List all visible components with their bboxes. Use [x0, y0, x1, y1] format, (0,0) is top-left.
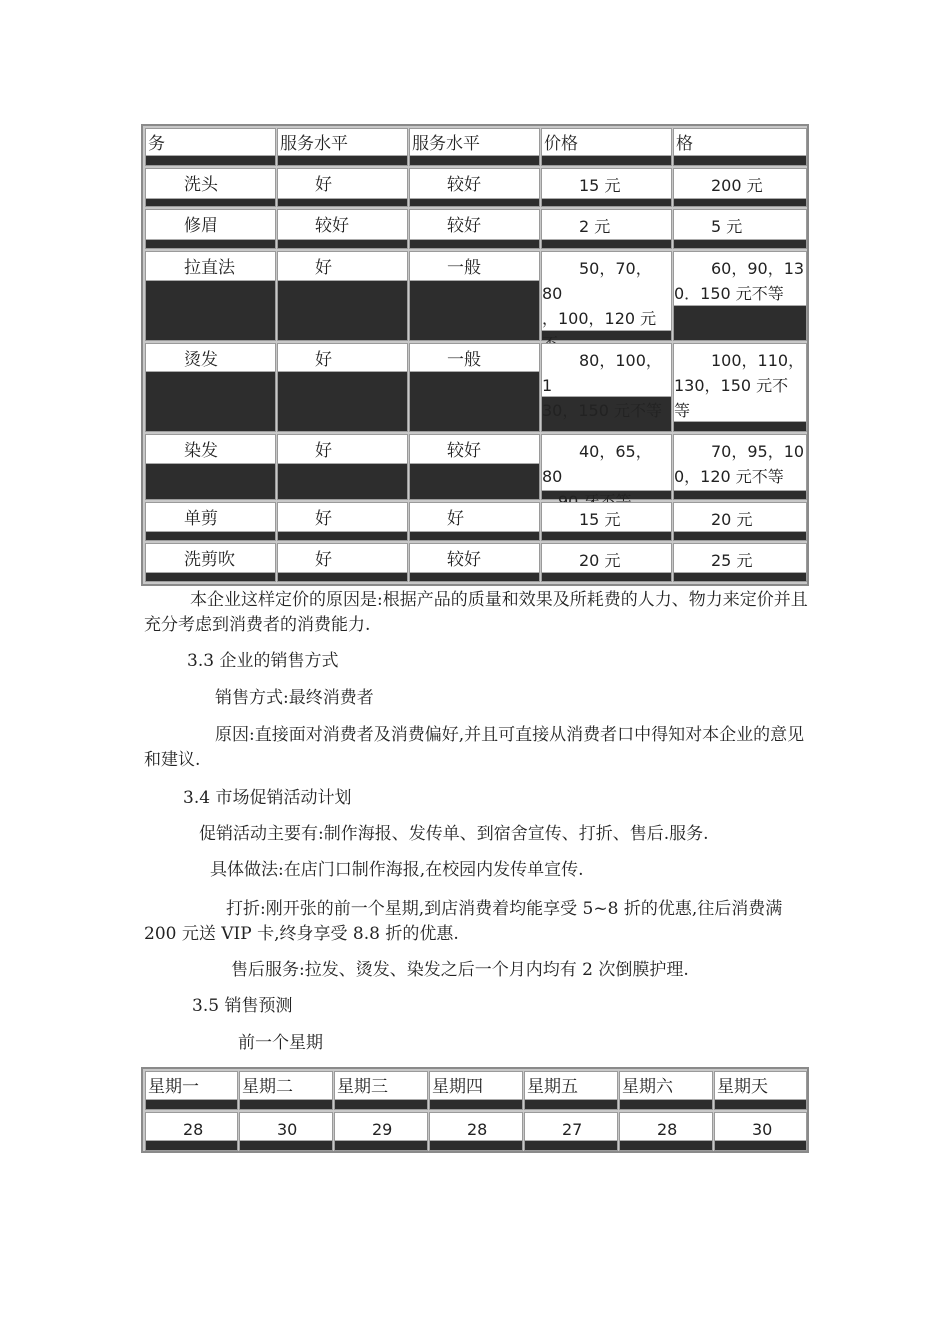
pricing-reason-paragraph: 本企业这样定价的原因是:根据产品的质量和效果及所耗费的人力、物力来定价并且充分考虑到消费者的消费能力.	[144, 590, 808, 635]
table-cell: 60，90，13 0．150 元不等	[673, 251, 807, 341]
table-cell: 80，100，1 30，150 元不等	[541, 343, 672, 432]
table-cell: 20 元	[541, 543, 672, 582]
day-header-cell: 星期六	[619, 1071, 713, 1110]
table-row	[143, 168, 807, 207]
table-cell: 好	[277, 543, 408, 582]
after-sales-text: 售后服务:拉发、烫发、染发之后一个月内均有 2 次倒膜护理.	[231, 960, 689, 980]
week-values-row	[143, 1112, 807, 1151]
section-heading-3-4: 3.4 市场促销活动计划	[183, 788, 352, 808]
sales-method-text: 销售方式:最终消费者	[215, 688, 374, 708]
table-cell: 20 元	[673, 502, 807, 541]
promo-method-text: 具体做法:在店门口制作海报,在校园内发传单宣传.	[210, 860, 584, 880]
day-header-cell: 星期天	[714, 1071, 807, 1110]
day-value-cell: 28	[145, 1112, 238, 1151]
table-cell: 洗剪吹	[145, 543, 276, 582]
table-cell: 5 元	[673, 209, 807, 249]
table-cell: 好	[277, 434, 408, 500]
table-cell: 25 元	[673, 543, 807, 582]
table-cell: 好	[277, 502, 408, 541]
table-cell: 修眉	[145, 209, 276, 249]
table-cell: 70，95，10 0，120 元不等	[673, 434, 807, 500]
table-cell: 单剪	[145, 502, 276, 541]
header-cell: 价格	[541, 128, 672, 166]
table-cell: 好	[277, 251, 408, 341]
table-cell: 较好	[409, 209, 540, 249]
price-table-header-row	[143, 128, 807, 166]
table-cell: 烫发	[145, 343, 276, 432]
table-cell: 一般	[409, 251, 540, 341]
discount-paragraph: 打折:刚开张的前一个星期,到店消费着均能享受 5~8 折的优惠,往后消费满 200 元送 VIP 卡,终身享受 8.8 折的优惠.	[144, 899, 783, 944]
header-cell: 服务水平	[409, 128, 540, 166]
table-row	[143, 502, 807, 541]
day-value-cell: 28	[429, 1112, 523, 1151]
header-cell: 服务水平	[277, 128, 408, 166]
table-row	[143, 343, 807, 432]
day-value-cell: 27	[524, 1112, 618, 1151]
table-cell: 40，65，80	[541, 434, 672, 500]
day-value-cell: 28	[619, 1112, 713, 1151]
day-header-cell: 星期三	[334, 1071, 428, 1110]
table-cell: 15 元	[541, 502, 672, 541]
table-cell: 较好	[409, 543, 540, 582]
table-cell: 100，110， 130，150 元不 等	[673, 343, 807, 432]
table-cell: 15 元	[541, 168, 672, 207]
table-cell: 50，70，80 ，100，120 元	[541, 251, 672, 341]
week-header-row	[143, 1071, 807, 1110]
price-table	[141, 124, 809, 586]
table-cell: 较好	[277, 209, 408, 249]
weekly-forecast-table	[141, 1067, 809, 1153]
table-row	[143, 209, 807, 249]
header-cell: 务	[145, 128, 276, 166]
day-header-cell: 星期四	[429, 1071, 523, 1110]
table-cell: 较好	[409, 168, 540, 207]
day-value-cell: 29	[334, 1112, 428, 1151]
day-value-cell: 30	[714, 1112, 807, 1151]
table-cell: 好	[277, 343, 408, 432]
table-cell: 洗头	[145, 168, 276, 207]
table-cell: 200 元	[673, 168, 807, 207]
day-header-cell: 星期五	[524, 1071, 618, 1110]
day-value-cell: 30	[239, 1112, 333, 1151]
day-header-cell: 星期一	[145, 1071, 238, 1110]
first-week-label: 前一个星期	[238, 1033, 323, 1053]
header-cell: 格	[673, 128, 807, 166]
section-heading-3-3: 3.3 企业的销售方式	[187, 651, 339, 671]
table-row	[143, 251, 807, 341]
table-cell: 好	[277, 168, 408, 207]
table-row	[143, 543, 807, 582]
day-header-cell: 星期二	[239, 1071, 333, 1110]
table-cell: 染发	[145, 434, 276, 500]
table-cell: 2 元	[541, 209, 672, 249]
table-cell: 较好	[409, 434, 540, 500]
reason-paragraph: 原因:直接面对消费者及消费偏好,并且可直接从消费者口中得知对本企业的意见和建议.	[144, 725, 805, 770]
table-cell: 好	[409, 502, 540, 541]
table-cell: 一般	[409, 343, 540, 432]
section-heading-3-5: 3.5 销售预测	[192, 996, 293, 1016]
table-cell: 拉直法	[145, 251, 276, 341]
promo-main-text: 促销活动主要有:制作海报、发传单、到宿舍宣传、打折、售后.服务.	[199, 824, 709, 844]
table-row	[143, 434, 807, 500]
